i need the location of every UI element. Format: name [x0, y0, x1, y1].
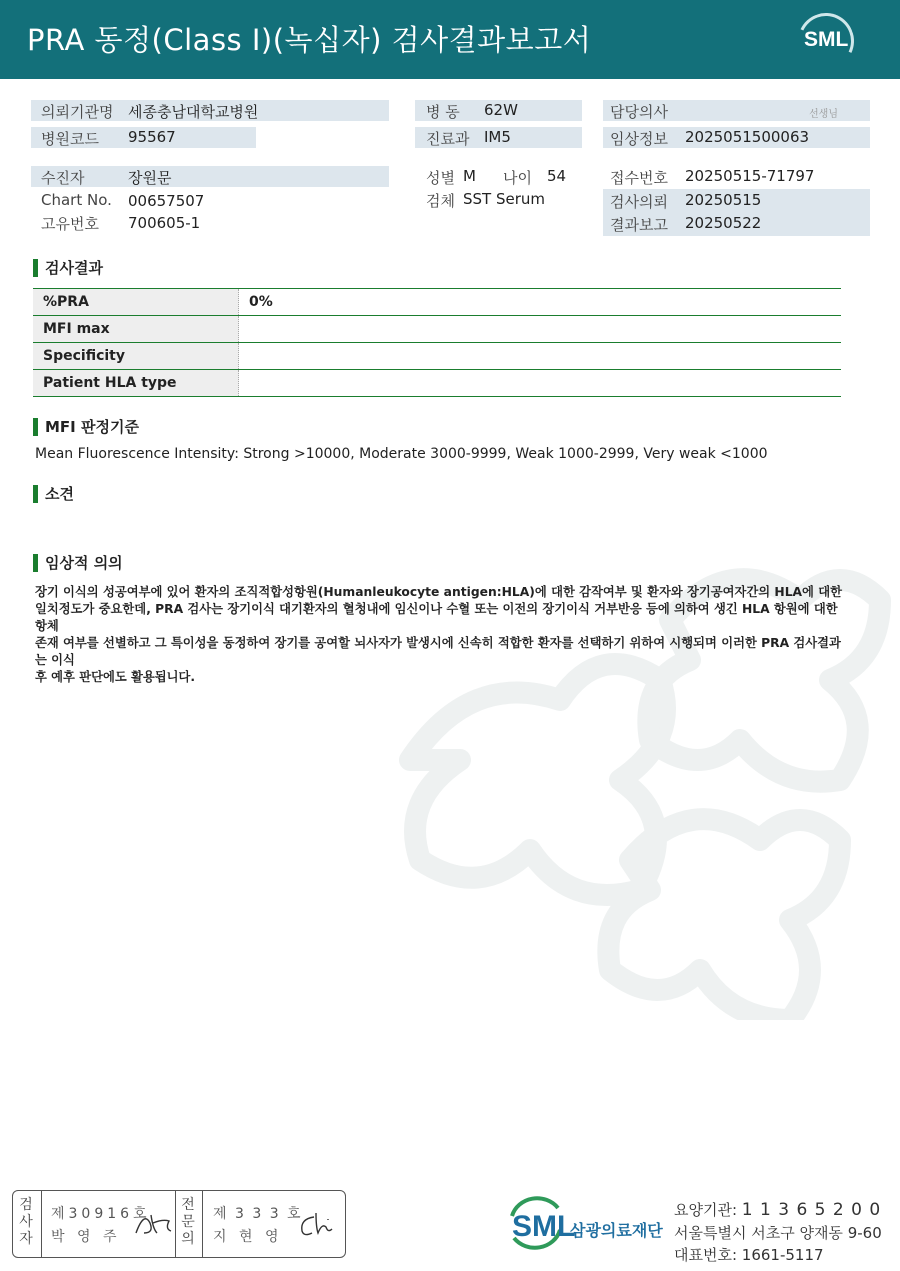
tester-label: 검사자	[19, 1197, 33, 1247]
doctor-suffix: 선생님	[809, 109, 838, 120]
table-row	[33, 289, 841, 316]
footer-org-name: 삼광의료재단	[570, 1221, 663, 1240]
signature-divider	[41, 1191, 42, 1257]
result-name: %PRA	[33, 289, 239, 316]
footer-code-label: 요양기관:	[674, 1201, 738, 1219]
signature-divider	[202, 1191, 203, 1257]
request-org-label: 의뢰기관명	[41, 103, 114, 121]
patient-value: 장원문	[128, 169, 172, 187]
mfi-text: Mean Fluorescence Intensity: Strong >10000, Moderate 3000-9999, Weak 1000-2999, Very weak <1000	[35, 446, 768, 462]
table-row	[33, 370, 841, 397]
specimen-value: SST Serum	[463, 190, 546, 208]
request-org-value: 세종충남대학교병원	[128, 103, 259, 121]
footer-phone-label: 대표번호:	[674, 1246, 738, 1264]
result-value	[239, 370, 842, 397]
clinical-line: 후 예후 판단에도 활용됩니다.	[35, 670, 196, 684]
dept-label: 진료과	[426, 130, 470, 148]
clinical-line: 장기 이식의 성공여부에 있어 환자의 조직적합성항원(Humanleukocyte antigen:HLA)에 대한 감작여부 및 환자와 장기공여자간의 HLA에 대한	[35, 585, 842, 599]
unique-label: 고유번호	[41, 215, 99, 233]
doctor-label: 담당의사	[610, 103, 668, 121]
receipt-value: 20250515-71797	[685, 167, 815, 185]
sex-label: 성별	[426, 169, 455, 187]
age-value: 54	[547, 167, 567, 185]
result-name: Patient HLA type	[33, 370, 239, 397]
results-section-title: 검사결과	[33, 259, 103, 277]
report-header	[0, 0, 900, 79]
sex-value: M	[463, 167, 476, 185]
clinical-section-title: 임상적 의의	[33, 554, 123, 572]
footer-phone-line	[674, 1244, 824, 1265]
results-table	[33, 288, 841, 397]
unique-value: 700605-1	[128, 214, 201, 232]
dept-value: IM5	[484, 128, 511, 146]
test-request-value: 20250515	[685, 191, 762, 209]
footer-code: 1 1 3 6 5 2 0 0	[741, 1200, 882, 1220]
tester-no: 제30916호	[51, 1206, 151, 1222]
clinical-line: 존재 여부를 선별하고 그 특이성을 동정하여 장기를 공여할 뇌사자가 발생시에 신속히 적합한 환자를 선택하기 위하여 시행되며 이러한 PRA 검사결과는 이식	[35, 636, 841, 667]
opinion-section-title: 소견	[33, 485, 74, 503]
signature-box	[12, 1190, 346, 1258]
tester-signature-icon	[133, 1209, 173, 1239]
specialist-label: 전문의	[181, 1197, 195, 1247]
ward-label: 병 동	[426, 103, 460, 121]
chart-value: 00657507	[128, 192, 205, 210]
result-value: 0%	[239, 289, 842, 316]
result-value	[239, 343, 842, 370]
result-report-label: 결과보고	[610, 216, 668, 234]
hosp-code-label: 병원코드	[41, 130, 99, 148]
test-request-label: 검사의뢰	[610, 193, 668, 211]
footer-phone: 1661-5117	[741, 1246, 824, 1264]
specimen-label: 검체	[426, 192, 455, 210]
receipt-label: 접수번호	[610, 169, 668, 187]
footer-address: 서울특별시 서초구 양재동 9-60	[674, 1224, 882, 1242]
result-value	[239, 316, 842, 343]
mfi-section-title: MFI 판정기준	[33, 418, 139, 436]
specialist-signature-icon	[298, 1209, 340, 1239]
patient-label: 수진자	[41, 169, 85, 187]
signature-divider	[175, 1191, 176, 1257]
clinical-line: 일치정도가 중요한데, PRA 검사는 장기이식 대기환자의 혈청내에 임신이나 수혈 또는 이전의 장기이식 거부반응 등에 의하여 생긴 HLA 항원에 대한 항체	[35, 602, 838, 633]
info-bar	[31, 166, 389, 187]
hosp-code-value: 95567	[128, 128, 176, 146]
chart-label: Chart No.	[41, 191, 112, 209]
sml-logo: SML	[798, 13, 852, 67]
footer-logo-text: SML	[512, 1210, 576, 1243]
result-name: MFI max	[33, 316, 239, 343]
clinical-info-label: 임상정보	[610, 130, 668, 148]
result-name: Specificity	[33, 343, 239, 370]
clinical-info-value: 2025051500063	[685, 128, 810, 146]
ward-value: 62W	[484, 101, 518, 119]
age-label: 나이	[503, 169, 532, 187]
result-report-value: 20250522	[685, 214, 762, 232]
table-row	[33, 316, 841, 343]
specialist-name: 지 현 영	[213, 1229, 283, 1245]
tester-name: 박 영 주	[51, 1229, 121, 1245]
table-row	[33, 343, 841, 370]
footer-code-line	[674, 1199, 881, 1220]
specialist-no: 제 3 3 3 호	[213, 1206, 303, 1222]
clinical-text	[35, 584, 845, 686]
report-title: PRA 동정(Class I)(녹십자) 검사결과보고서	[27, 23, 592, 57]
